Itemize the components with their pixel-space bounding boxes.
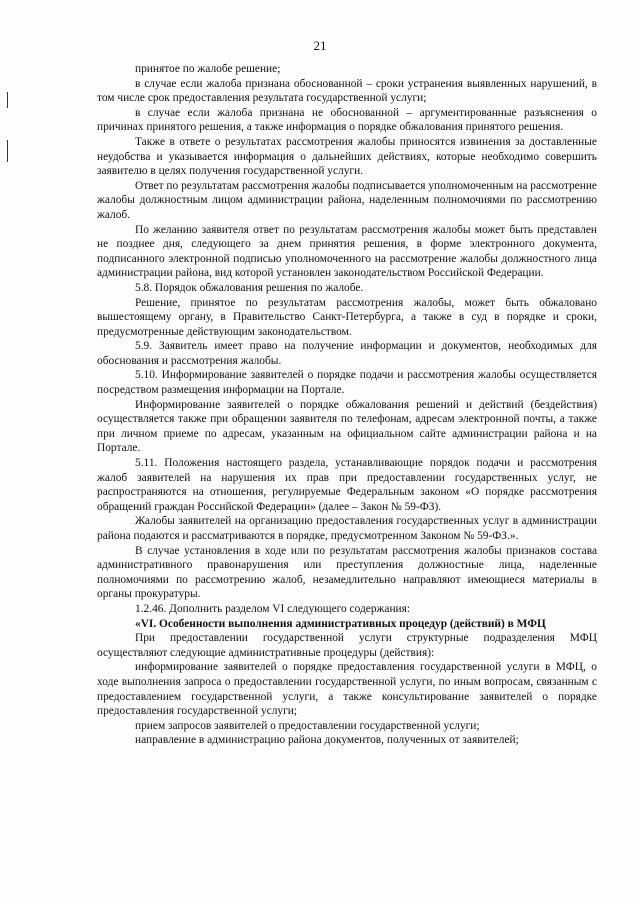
paragraph: Жалобы заявителей на организацию предоставления государственных услуг в администрации района подаются и рассматриваются в порядке, предусмотренном Законом № 59-ФЗ.».: [97, 515, 597, 542]
page-number: 21: [313, 38, 327, 53]
paragraph: направление в администрацию района документов, полученных от заявителей;: [135, 734, 519, 747]
scan-mark: [7, 92, 8, 108]
paragraph: принятое по жалобе решение;: [135, 63, 281, 75]
paragraph: информирование заявителей о порядке предоставления государственной услуги в МФЦ, о ходе выполнения запроса о предоставлении государственной услуги, по иным вопросам, связанным с предоставлением государственной услуги, а также консультирование заявителей о порядке предоставления государственной услуги;: [97, 661, 597, 718]
paragraph: Ответ по результатам рассмотрения жалобы подписывается уполномоченным на рассмотрение жалобы должностным лицом администрации района, наделенным полномочиями по рассмотрению жалоб.: [97, 179, 597, 221]
paragraph: прием запросов заявителей о предоставлении государственной услуги;: [135, 719, 480, 732]
paragraph: Информирование заявителей о порядке обжалования решений и действий (бездействия) осуществляется также при обращении заявителя по телефонам, адресам электронной почты, а также при личном приеме по адресам, указанным на официальном сайте администрации района и на Портале.: [97, 398, 597, 455]
paragraph: 5.9. Заявитель имеет право на получение информации и документов, необходимых для обоснования и рассмотрения жалобы.: [97, 340, 597, 367]
paragraph: 5.11. Положения настоящего раздела, устанавливающие порядок подачи и рассмотрения жалоб заявителей на нарушения их прав при предоставлении государственных услуг, не распространяются на отношения, регулируемые Федеральным законом «О порядке рассмотрения обращений граждан Российской Федерации» (далее – Закон № 59-ФЗ).: [97, 457, 597, 513]
paragraph: По желанию заявителя ответ по результатам рассмотрения жалобы может быть представлен не позднее дня, следующего за днем принятия решения, в форме электронного документа, подписанного электронной подписью уполномоченного на рассмотрение жалобы должностного лица администрации района, вид которой установлен законодательством Российской Федерации.: [97, 223, 597, 280]
paragraph: При предоставлении государственной услуги структурные подразделения МФЦ осуществляют следующие административные процедуры (действия):: [97, 632, 597, 659]
paragraph: в случае если жалоба признана не обоснованной – аргументированные разъяснения о причинах принятого решения, а также информация о порядке обжалования принятого решения.: [97, 106, 597, 134]
paragraph: 1.2.46. Дополнить разделом VI следующего содержания:: [135, 602, 411, 615]
paragraph: Решение, принятое по результатам рассмотрения жалобы, может быть обжаловано вышестоящему органу, в Правительство Санкт-Петербурга, а также в суд в порядке и сроки, предусмотренные действующим законодательством.: [97, 296, 597, 338]
paragraph: 5.10. Информирование заявителей о порядке подачи и рассмотрения жалобы осуществляется посредством размещения информации на Портале.: [97, 369, 597, 397]
document-body: [97, 62, 597, 748]
scan-mark: [7, 140, 8, 162]
section-heading: «VI. Особенности выполнения административных процедур (действий) в МФЦ: [135, 617, 546, 630]
paragraph: В случае установления в ходе или по результатам рассмотрения жалобы признаков состава административного правонарушения или преступления должностные лица, наделенные полномочиями по рассмотрению жалоб, незамедлительно направляют имеющиеся материалы в органы прокуратуры.: [97, 544, 597, 601]
paragraph: Также в ответе о результатах рассмотрения жалобы приносятся извинения за доставленные неудобства и указывается информация о дальнейших действиях, которые необходимо совершить заявителю в целях получения государственной услуги.: [97, 135, 597, 178]
paragraph: 5.8. Порядок обжалования решения по жалобе.: [135, 281, 364, 294]
paragraph: в случае если жалоба признана обоснованной – сроки устранения выявленных нарушений, в том числе срок предоставления результата государственной услуги;: [97, 77, 597, 105]
